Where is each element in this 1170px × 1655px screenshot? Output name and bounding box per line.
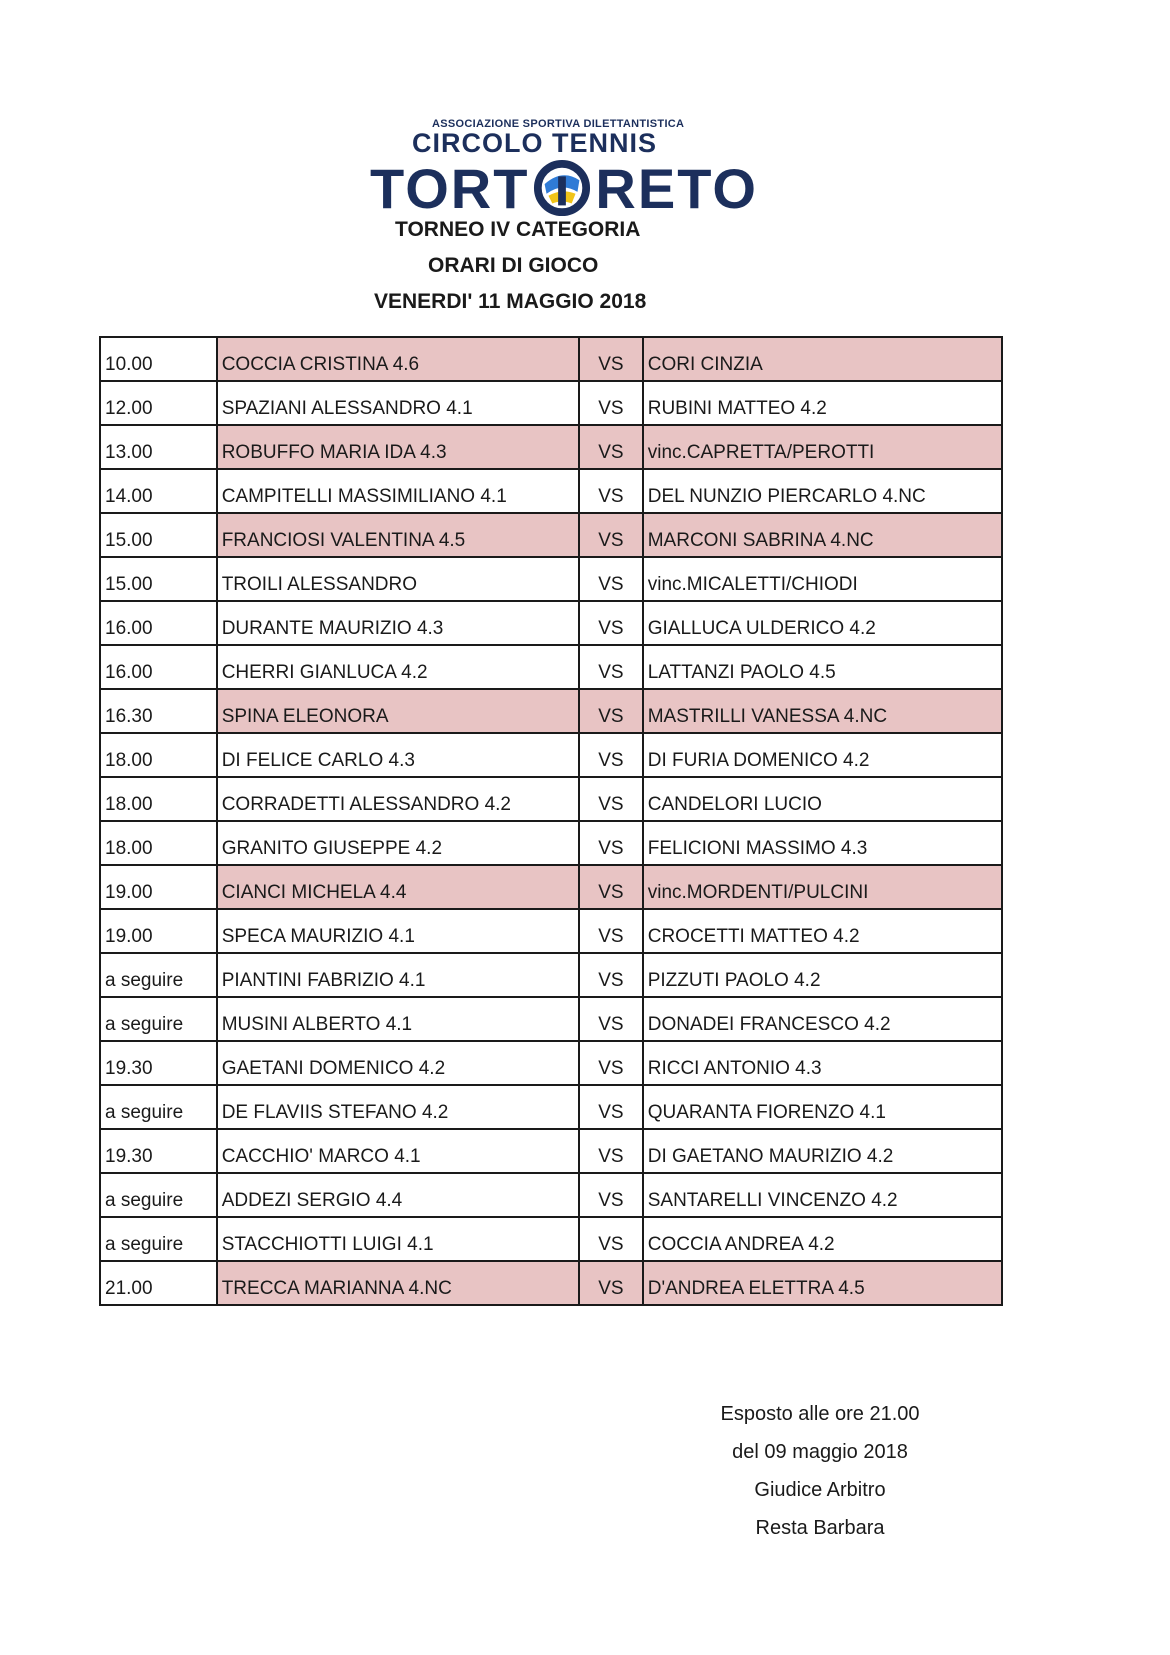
referee-label: Giudice Arbitro xyxy=(754,1479,886,1501)
versus-label: VS xyxy=(579,777,643,821)
versus-label: VS xyxy=(579,1217,643,1261)
player-two: DI FURIA DOMENICO 4.2 xyxy=(643,733,1002,777)
player-two: MASTRILLI VANESSA 4.NC xyxy=(643,689,1002,733)
match-time: a seguire xyxy=(100,1173,217,1217)
match-time: 19.00 xyxy=(100,909,217,953)
player-one: COCCIA CRISTINA 4.6 xyxy=(217,337,579,381)
date-title: VENERDI' 11 MAGGIO 2018 xyxy=(374,290,647,313)
versus-label: VS xyxy=(579,997,643,1041)
player-one: MUSINI ALBERTO 4.1 xyxy=(217,997,579,1041)
logo-name xyxy=(370,158,758,218)
table-row xyxy=(100,1173,1002,1217)
player-one: GRANITO GIUSEPPE 4.2 xyxy=(217,821,579,865)
versus-label: VS xyxy=(579,1129,643,1173)
player-one: DE FLAVIIS STEFANO 4.2 xyxy=(217,1085,579,1129)
table-row xyxy=(100,689,1002,733)
table-row xyxy=(100,865,1002,909)
table-row xyxy=(100,381,1002,425)
posted-time: Esposto alle ore 21.00 xyxy=(720,1403,920,1425)
player-two: vinc.MORDENTI/PULCINI xyxy=(643,865,1002,909)
player-one: CACCHIO' MARCO 4.1 xyxy=(217,1129,579,1173)
player-two: vinc.CAPRETTA/PEROTTI xyxy=(643,425,1002,469)
player-two: SANTARELLI VINCENZO 4.2 xyxy=(643,1173,1002,1217)
table-row xyxy=(100,645,1002,689)
player-one: SPECA MAURIZIO 4.1 xyxy=(217,909,579,953)
match-time: 15.00 xyxy=(100,513,217,557)
versus-label: VS xyxy=(579,1085,643,1129)
versus-label: VS xyxy=(579,909,643,953)
player-one: DI FELICE CARLO 4.3 xyxy=(217,733,579,777)
match-time: 15.00 xyxy=(100,557,217,601)
match-time: a seguire xyxy=(100,1085,217,1129)
tournament-title: TORNEO IV CATEGORIA xyxy=(395,218,641,241)
versus-label: VS xyxy=(579,645,643,689)
schedule-title: ORARI DI GIOCO xyxy=(428,254,599,277)
player-one: CORRADETTI ALESSANDRO 4.2 xyxy=(217,777,579,821)
player-two: RUBINI MATTEO 4.2 xyxy=(643,381,1002,425)
player-one: FRANCIOSI VALENTINA 4.5 xyxy=(217,513,579,557)
referee-name: Resta Barbara xyxy=(755,1517,885,1539)
match-schedule-table xyxy=(99,336,1003,1306)
player-one: DURANTE MAURIZIO 4.3 xyxy=(217,601,579,645)
table-row xyxy=(100,909,1002,953)
table-row xyxy=(100,1129,1002,1173)
player-two: DONADEI FRANCESCO 4.2 xyxy=(643,997,1002,1041)
player-two: CORI CINZIA xyxy=(643,337,1002,381)
player-two: FELICIONI MASSIMO 4.3 xyxy=(643,821,1002,865)
versus-label: VS xyxy=(579,1261,643,1305)
player-one: CAMPITELLI MASSIMILIANO 4.1 xyxy=(217,469,579,513)
table-row xyxy=(100,1217,1002,1261)
table-row xyxy=(100,997,1002,1041)
player-two: RICCI ANTONIO 4.3 xyxy=(643,1041,1002,1085)
table-row xyxy=(100,469,1002,513)
versus-label: VS xyxy=(579,733,643,777)
player-one: SPINA ELEONORA xyxy=(217,689,579,733)
player-two: CANDELORI LUCIO xyxy=(643,777,1002,821)
match-time: 10.00 xyxy=(100,337,217,381)
player-one: STACCHIOTTI LUIGI 4.1 xyxy=(217,1217,579,1261)
match-time: 16.30 xyxy=(100,689,217,733)
tennis-ball-icon xyxy=(533,159,591,217)
table-row xyxy=(100,425,1002,469)
versus-label: VS xyxy=(579,821,643,865)
match-time: 19.00 xyxy=(100,865,217,909)
club-logo xyxy=(370,112,790,222)
match-time: a seguire xyxy=(100,1217,217,1261)
versus-label: VS xyxy=(579,425,643,469)
match-time: 19.30 xyxy=(100,1129,217,1173)
player-two: DEL NUNZIO PIERCARLO 4.NC xyxy=(643,469,1002,513)
player-one: CIANCI MICHELA 4.4 xyxy=(217,865,579,909)
table-row xyxy=(100,513,1002,557)
match-schedule-body xyxy=(100,337,1002,1305)
table-row xyxy=(100,1085,1002,1129)
player-one: TROILI ALESSANDRO xyxy=(217,557,579,601)
versus-label: VS xyxy=(579,865,643,909)
versus-label: VS xyxy=(579,381,643,425)
player-two: COCCIA ANDREA 4.2 xyxy=(643,1217,1002,1261)
versus-label: VS xyxy=(579,1041,643,1085)
player-one: ROBUFFO MARIA IDA 4.3 xyxy=(217,425,579,469)
versus-label: VS xyxy=(579,337,643,381)
versus-label: VS xyxy=(579,1173,643,1217)
table-row xyxy=(100,601,1002,645)
player-two: CROCETTI MATTEO 4.2 xyxy=(643,909,1002,953)
player-two: MARCONI SABRINA 4.NC xyxy=(643,513,1002,557)
player-one: PIANTINI FABRIZIO 4.1 xyxy=(217,953,579,997)
versus-label: VS xyxy=(579,557,643,601)
match-time: 19.30 xyxy=(100,1041,217,1085)
player-two: PIZZUTI PAOLO 4.2 xyxy=(643,953,1002,997)
table-row xyxy=(100,953,1002,997)
player-two: vinc.MICALETTI/CHIODI xyxy=(643,557,1002,601)
match-time: 16.00 xyxy=(100,601,217,645)
player-one: CHERRI GIANLUCA 4.2 xyxy=(217,645,579,689)
player-two: GIALLUCA ULDERICO 4.2 xyxy=(643,601,1002,645)
player-one: GAETANI DOMENICO 4.2 xyxy=(217,1041,579,1085)
logo-name-left: TORT xyxy=(370,156,530,220)
match-time: 12.00 xyxy=(100,381,217,425)
versus-label: VS xyxy=(579,469,643,513)
posted-date: del 09 maggio 2018 xyxy=(732,1441,908,1463)
player-two: D'ANDREA ELETTRA 4.5 xyxy=(643,1261,1002,1305)
match-time: a seguire xyxy=(100,997,217,1041)
logo-association-text: ASSOCIAZIONE SPORTIVA DILETTANTISTICA xyxy=(432,118,685,130)
table-row xyxy=(100,337,1002,381)
player-one: ADDEZI SERGIO 4.4 xyxy=(217,1173,579,1217)
table-row xyxy=(100,1261,1002,1305)
versus-label: VS xyxy=(579,689,643,733)
logo-name-right: RETO xyxy=(595,156,758,220)
match-time: 16.00 xyxy=(100,645,217,689)
versus-label: VS xyxy=(579,953,643,997)
logo-club-text: CIRCOLO TENNIS xyxy=(412,128,658,158)
versus-label: VS xyxy=(579,601,643,645)
table-row xyxy=(100,557,1002,601)
match-time: 13.00 xyxy=(100,425,217,469)
match-time: a seguire xyxy=(100,953,217,997)
player-two: DI GAETANO MAURIZIO 4.2 xyxy=(643,1129,1002,1173)
versus-label: VS xyxy=(579,513,643,557)
match-time: 21.00 xyxy=(100,1261,217,1305)
table-row xyxy=(100,1041,1002,1085)
table-row xyxy=(100,821,1002,865)
match-time: 18.00 xyxy=(100,777,217,821)
footer-notice xyxy=(690,1395,950,1547)
match-time: 18.00 xyxy=(100,821,217,865)
match-time: 14.00 xyxy=(100,469,217,513)
table-row xyxy=(100,777,1002,821)
player-one: TRECCA MARIANNA 4.NC xyxy=(217,1261,579,1305)
player-two: LATTANZI PAOLO 4.5 xyxy=(643,645,1002,689)
player-one: SPAZIANI ALESSANDRO 4.1 xyxy=(217,381,579,425)
table-row xyxy=(100,733,1002,777)
match-time: 18.00 xyxy=(100,733,217,777)
player-two: QUARANTA FIORENZO 4.1 xyxy=(643,1085,1002,1129)
